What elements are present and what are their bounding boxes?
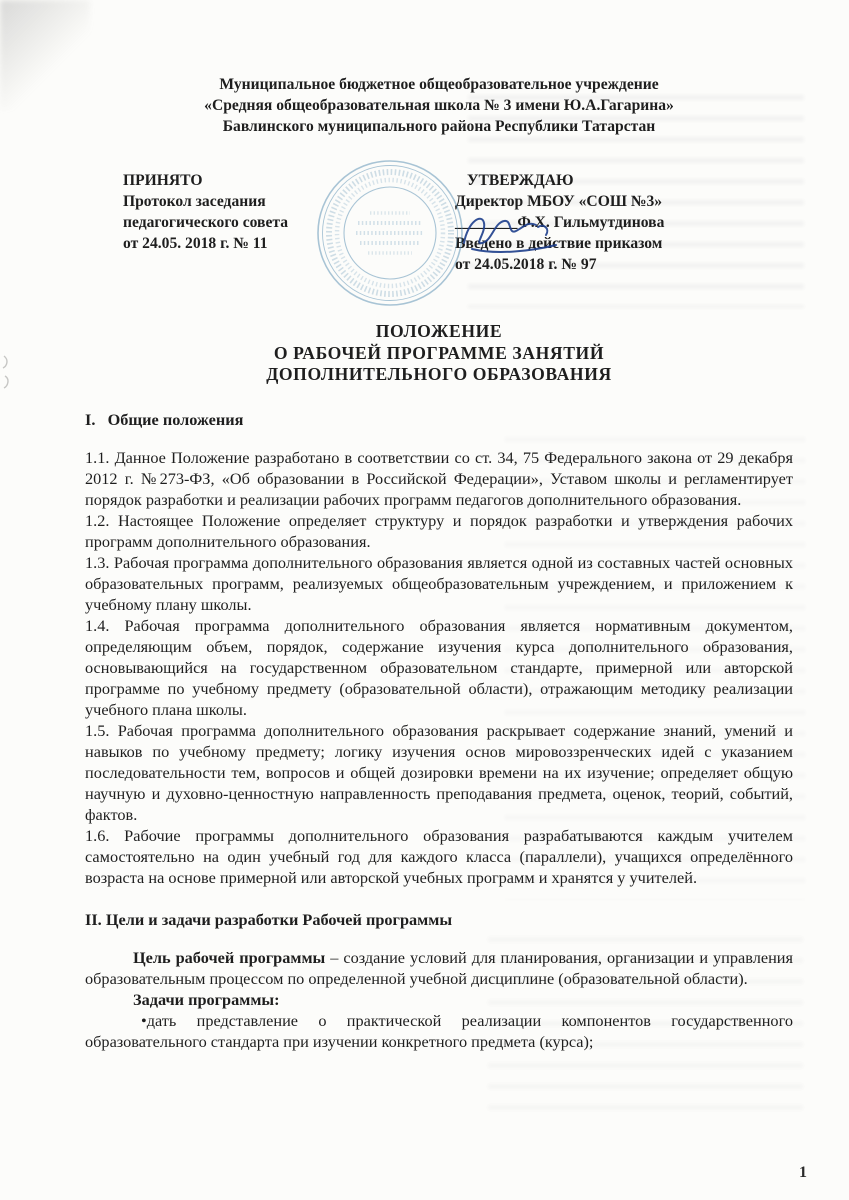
accepted-title: ПРИНЯТО (123, 172, 203, 189)
approval-block (85, 170, 793, 275)
document-title (85, 321, 793, 386)
accepted-line: Протокол заседания (123, 193, 266, 210)
goal-paragraph (85, 947, 793, 989)
paragraph-1-2: 1.2. Настоящее Положение определяет структуру и порядок разработки и утверждения рабочих программ дополнительного образования. (85, 510, 793, 551)
accepted-line: от 24.05. 2018 г. № 11 (123, 235, 268, 252)
approved-title: УТВЕРЖДАЮ (467, 172, 574, 189)
paragraph-1-5: 1.5. Рабочая программа дополнительного образования раскрывает содержание знаний, умений и навыков по учебному предмету; логику изучения основ мировоззренческих идей с указанием последовательности тем, вопросов и общей дозировки времени на их изучение; определяет общую научную и духовно-ценностную направленность преподавания предмета, оценок, теорий, событий, фактов. (85, 720, 793, 824)
title-line: ПОЛОЖЕНИЕ (375, 321, 503, 341)
title-line: О РАБОЧЕЙ ПРОГРАММЕ ЗАНЯТИЙ (273, 342, 605, 363)
section-1-heading: I. Общие положения (85, 409, 244, 429)
section-2-heading: II. Цели и задачи разработки Рабочей программы (85, 909, 453, 929)
paragraph-1-4: 1.4. Рабочая программа дополнительного образования является нормативным документом, определяющим объем, порядок, содержание изучения курса дополнительного образования, основывающийся на государственном образовательном стандарте, примерной или авторской программе по учебному предмету (образовательной области), отражающим методику реализации учебного плана школы. (85, 615, 793, 719)
accepted-block (123, 170, 383, 275)
goal-text: – создание условий для планирования, организации и управления образовательным процессом по определенной учебной дисциплине (образовательной области). (85, 947, 793, 988)
task-item: •дать представление о практической реализации компонентов государственного образовательного стандарта при изучении конкретного предмета (курса); (85, 1010, 793, 1051)
org-name-line: «Средняя общеобразовательная школа № 3 имени Ю.А.Гагарина» (204, 97, 674, 114)
org-name-line: Бавлинского муниципального района Республики Татарстан (222, 118, 656, 135)
approved-line: Директор МБОУ «СОШ №3» (455, 193, 663, 210)
paragraph-1-6: 1.6. Рабочие программы дополнительного образования разрабатываются каждым учителем самостоятельно на один учебный год для каждого класса (параллели), учащихся определённого возраста на основе примерной или авторской учебных программ и хранятся у учителей. (85, 825, 793, 887)
page-number: 1 (799, 1164, 807, 1181)
scan-artifact (1, 352, 15, 392)
goal-label: Цель рабочей программы (133, 947, 326, 967)
organization-header (85, 74, 793, 137)
accepted-line: педагогического совета (123, 214, 289, 231)
document-content (85, 74, 793, 1052)
approved-signature-line: ________Ф.Х. Гильмутдинова (455, 214, 665, 231)
title-line: ДОПОЛНИТЕЛЬНОГО ОБРАЗОВАНИЯ (266, 364, 612, 384)
tasks-label: Задачи программы: (133, 989, 280, 1009)
paragraph-1-1: 1.1. Данное Положение разработано в соответствии со ст. 34, 75 Федерального закона от 29 декабря 2012 г. №273-ФЗ, «Об образовании в Российской Федерации», Уставом школы и регламентирует порядок разработки и реализации рабочих программ педагогов дополнительного образования. (85, 447, 793, 509)
approved-block (455, 170, 755, 275)
org-name-line: Муниципальное бюджетное общеобразовательное учреждение (219, 76, 659, 93)
approved-line: от 24.05.2018 г. № 97 (455, 256, 597, 273)
scan-shadow (0, 0, 90, 110)
approved-line: Введено в действие приказом (455, 235, 663, 252)
paragraph-1-3: 1.3. Рабочая программа дополнительного образования является одной из составных частей основных образовательных программ, реализуемых общеобразовательным учреждением, и приложением к учебному плану школы. (85, 552, 793, 614)
